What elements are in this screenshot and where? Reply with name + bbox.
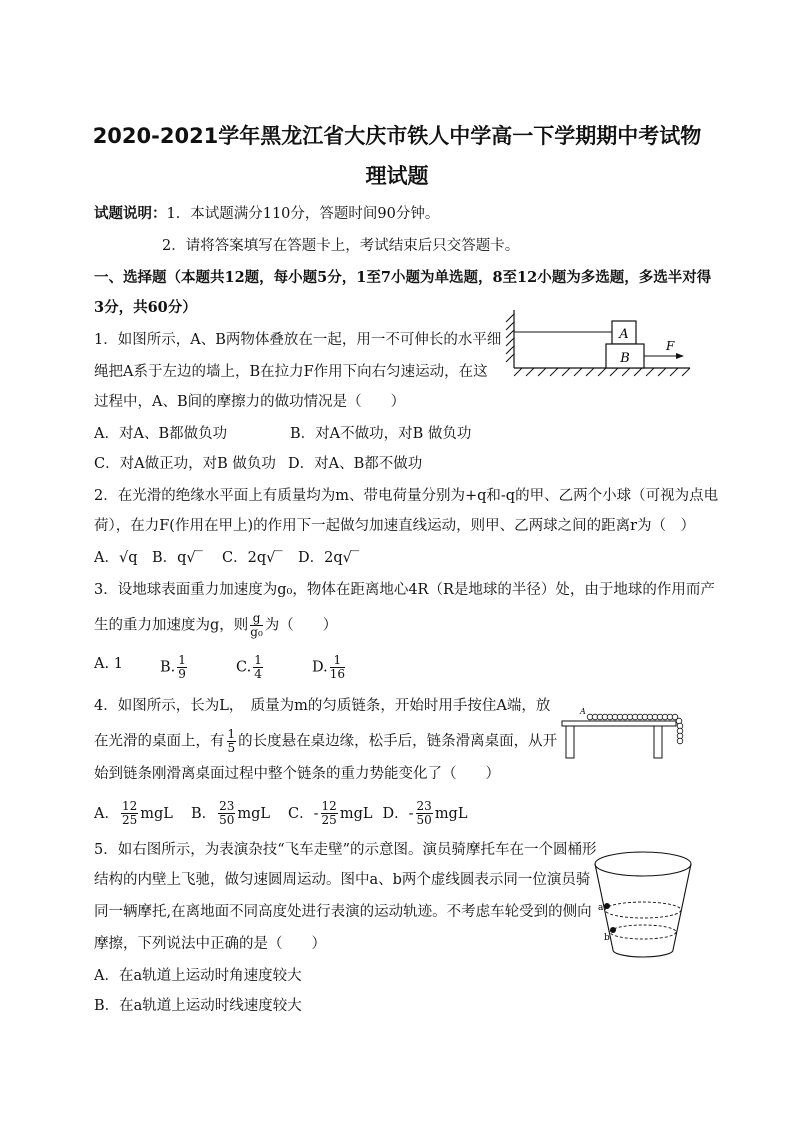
q4-options [94,800,467,827]
q5-option-a: A．在a轨道上运动时角速度较大 [94,968,302,984]
q3-ratio-fraction [250,612,263,639]
q4-stem-frac-den: 5 [227,741,236,755]
instructions-line1 [94,204,439,224]
q3-option-b [160,654,189,681]
q4-stem-fraction [227,728,237,755]
q5-stem-line1: 5．如右图所示，为表演杂技“飞车走壁”的示意图。演员骑摩托车在一个圆桶形 [94,842,597,858]
q4-option-d-label: D．- [382,805,414,822]
q2-stem-line2: 荷），在力F(作用在甲上)的作用下一起做匀加速直线运动，则甲、乙两球之间的距离r为（ ） [94,518,696,534]
q2-stem-line1: 2．在光滑的绝缘水平面上有质量均为m、带电荷量分别为+q和-q的甲、乙两个小球（可视为点电 [94,488,719,504]
q1-option-c: C．对A做正功，对B 做负功 [94,456,276,472]
q4-option-c-label: C．- [288,805,319,822]
q4-stem-line3: 始到链条刚滑离桌面过程中整个链条的重力势能变化了（ ） [94,766,500,782]
q4-chain [587,714,683,744]
q3-option-c-den: 4 [254,667,262,681]
q3-option-b-label: B. [160,659,176,676]
q3-option-b-num: 1 [178,653,186,667]
section1-heading-line1: 一、选择题（本题共12题，每小题5分，1至7小题为单选题，8至12小题为多选题，多选半对得 [94,269,712,286]
q4-option-c-unit: mgL [339,805,373,822]
q3-option-b-den: 9 [178,667,186,681]
q3-option-b-fraction [177,654,187,681]
q4-option-d-unit: mgL [434,805,468,822]
q1-figure-blocks [500,308,700,380]
q3-option-d-num: 1 [330,654,345,668]
q4-option-a-fraction [121,800,138,827]
instructions-item1: 1．本试题满分110分，答题时间90分钟。 [166,206,440,222]
q4-stem-frac-num: 1 [227,727,236,741]
q4-option-b-num: 23 [219,799,235,813]
q3-ratio-den: g₀ [250,625,263,639]
q1-stem-line1: 1．如图所示，A、B两物体叠放在一起，用一不可伸长的水平细 [94,332,502,348]
q5-track-a [605,902,681,918]
q2-option-c: C．2q√‾ [222,550,283,566]
q1-stem-line3: 过程中，A、B间的摩擦力的做功情况是（ ） [94,394,406,410]
q3-option-a: A. 1 [94,656,123,672]
q3-option-c-fraction [253,654,263,681]
q4-option-a-num: 12 [121,799,138,813]
instructions-label: 试题说明： [94,205,167,222]
q1-option-d: D．对A、B都不做功 [288,456,423,472]
q4-option-d [382,799,468,827]
q5-label-b: b [604,933,610,943]
q3-stem-line2-pre: 生的重力加速度为g，则 [94,617,249,634]
q3-stem-line1: 3．设地球表面重力加速度为g₀，物体在距离地心4R（R是地球的半径）处，由于地球的作用而产 [94,582,715,598]
q3-option-c [236,654,265,681]
q3-ratio-num: g [250,612,263,626]
q1-force-label: F [666,339,675,353]
q3-option-d-fraction [330,654,345,681]
q1-block-a-label: A [619,327,629,342]
q3-option-c-num: 1 [254,653,262,667]
q4-stem-line2 [94,728,557,755]
q3-option-d-label: D. [312,659,328,676]
q3-stem-line2-post: 为（ ） [264,617,338,634]
q5-stem-line2: 结构的内壁上飞驰，做匀速圆周运动。图中a、b两个虚线圆表示同一位演员骑 [94,872,591,888]
q2-option-d: D．2q√‾ [298,550,360,566]
q3-stem-line2 [94,612,337,639]
q4-option-d-num: 23 [416,799,432,813]
q4-option-d-den: 50 [416,813,432,827]
q4-option-a [94,799,173,827]
q5-label-a: a [598,903,604,913]
q4-stem-line1: 4．如图所示，长为L， 质量为m的匀质链条，开始时用手按住A端，放 [94,698,551,714]
q3-option-d-den: 16 [329,667,345,681]
q1-option-b: B．对A不做功，对B 做负功 [290,426,472,442]
q4-option-a-den: 25 [121,813,138,827]
q1-stem-line2: 绳把A系于左边的墙上，B在拉力F作用下向右匀速运动，在这 [94,364,488,380]
q4-option-c-den: 25 [321,813,337,827]
q5-option-b: B．在a轨道上运动时线速度较大 [94,998,302,1014]
q4-option-b [190,799,271,827]
q4-figure-chain-table [558,700,692,764]
q4-option-b-fraction [218,800,235,827]
q2-option-b: B．q√‾ [152,550,203,566]
q2-option-a: A．√q [94,550,138,566]
q4-chain-end-label: A [580,707,586,716]
q1-option-a: A．对A、B都做负功 [94,426,228,442]
section1-heading-line2: 3分，共60分） [94,299,197,316]
q4-option-b-unit: mgL [237,805,271,822]
q4-option-d-fraction [416,800,433,827]
q5-track-b [610,925,676,939]
q5-stem-line3: 同一辆摩托,在离地面不同高度处进行表演的运动轨迹。不考虑车轮受到的侧向 [94,904,592,920]
exam-title-line1: 2020-2021学年黑龙江省大庆市铁人中学高一下学期期中考试物 [92,124,702,148]
q4-option-b-label: B． [190,805,217,822]
instructions-item2: 2．请将答案填写在答题卡上，考试结束后只交答题卡。 [162,238,520,254]
q4-option-c-fraction [321,800,338,827]
q3-option-d [312,654,347,681]
q4-stem-line2-post: 的长度悬在桌边缘，松手后，链条滑离桌面，从开 [238,733,558,750]
exam-title-line2: 理试题 [365,164,429,188]
q4-option-a-label: A． [94,805,119,822]
q4-option-b-den: 50 [219,813,235,827]
q4-stem-line2-pre: 在光滑的桌面上，有 [94,733,225,750]
q5-stem-line4: 摩擦，下列说法中正确的是（ ） [94,936,326,952]
q1-block-b-label: B [620,351,630,366]
q4-option-c-num: 12 [321,799,337,813]
q3-option-c-label: C. [236,659,252,676]
q4-option-a-unit: mgL [140,805,173,822]
q5-figure-cylinder [588,846,698,966]
q4-option-c [288,799,373,827]
